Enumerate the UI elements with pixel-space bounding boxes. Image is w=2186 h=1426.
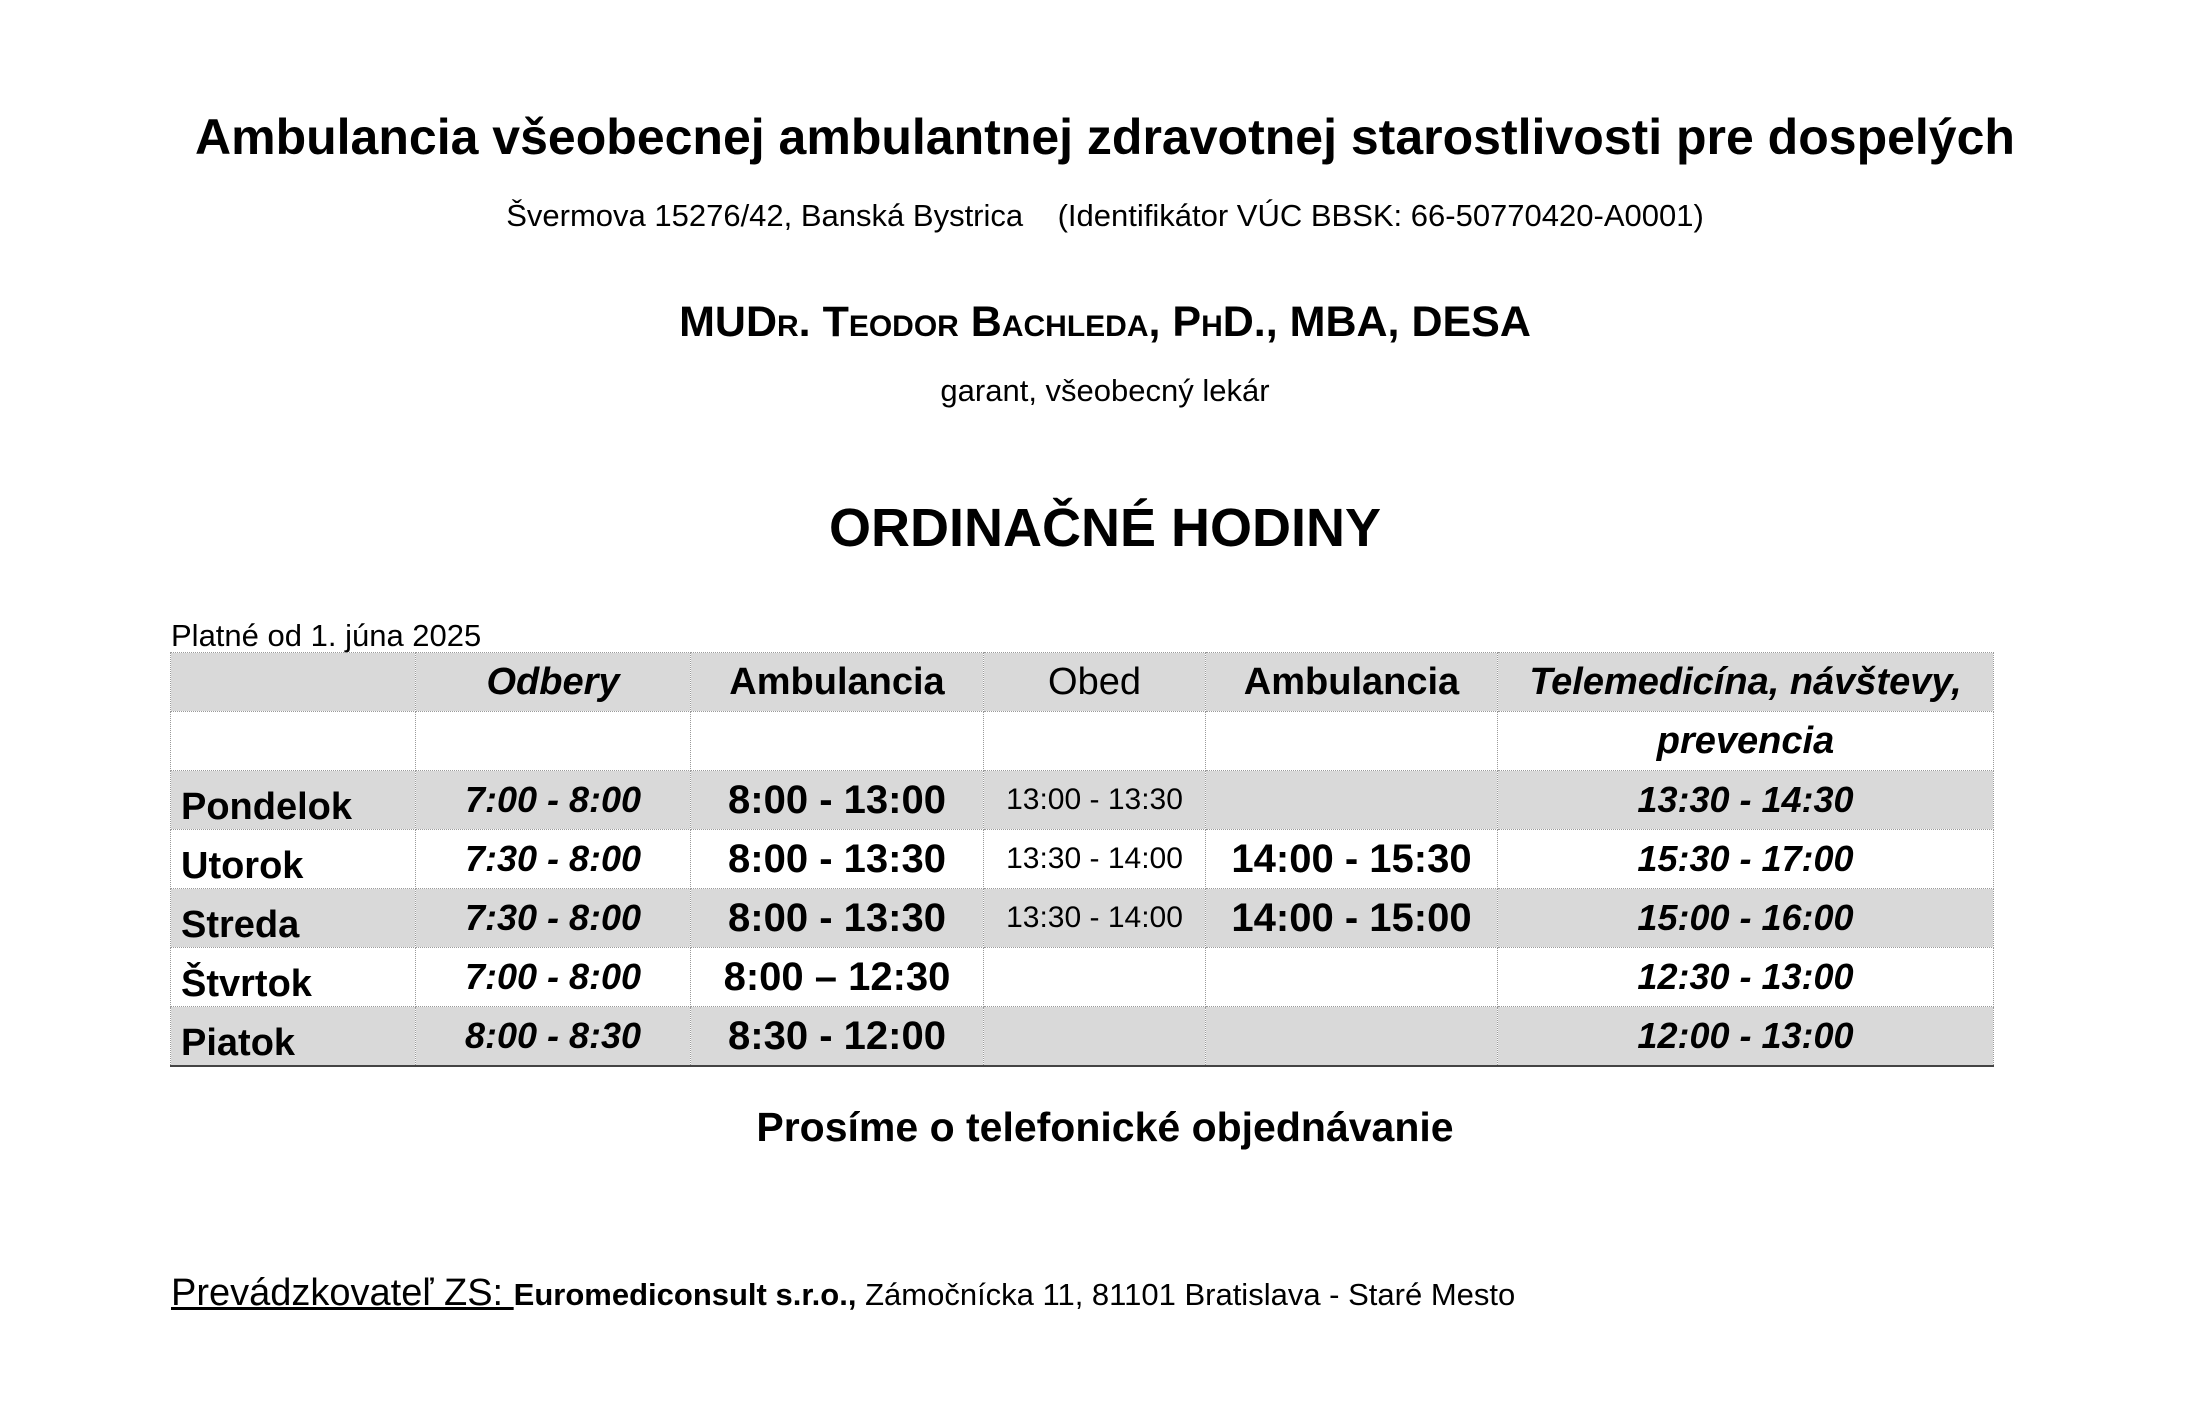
odbery-cell: 7:30 - 8:00: [416, 830, 691, 889]
doctor-name: MUDr. Teodor Bachleda, PhD., MBA, DESA: [679, 298, 1531, 346]
table-header-row: [171, 653, 1994, 712]
obed-cell: 13:30 - 14:00: [984, 830, 1206, 889]
header-empty-cell: [171, 712, 416, 771]
table-row: [171, 889, 1994, 948]
header-telemedicina: Telemedicína, návštevy,: [1498, 653, 1994, 712]
page-title: Ambulancia všeobecnej ambulantnej zdravotnej starostlivosti pre dospelých: [195, 109, 2015, 165]
operator-company: Euromediconsult s.r.o.,: [513, 1277, 857, 1312]
table-row: [171, 771, 1994, 830]
odbery-cell: 7:30 - 8:00: [416, 889, 691, 948]
header-empty-cell: [416, 712, 691, 771]
header-ambulancia-morning: Ambulancia: [691, 653, 984, 712]
office-hours-heading: ORDINAČNÉ HODINY: [828, 498, 1382, 558]
operator-label: Prevádzkovateľ ZS:: [171, 1272, 514, 1314]
telemedicina-cell: 15:30 - 17:00: [1498, 830, 1994, 889]
ambulancia-afternoon-cell: 14:00 - 15:00: [1206, 889, 1498, 948]
table-row: [171, 1007, 1994, 1067]
table-row: [171, 830, 1994, 889]
operator-line: [171, 1272, 1515, 1315]
telemedicina-cell: 15:00 - 16:00: [1498, 889, 1994, 948]
day-cell: Piatok: [171, 1007, 416, 1067]
ambulancia-afternoon-cell: [1206, 1007, 1498, 1067]
day-cell: Streda: [171, 889, 416, 948]
header-empty-cell: [171, 653, 416, 712]
header-obed: Obed: [984, 653, 1206, 712]
ambulancia-afternoon-cell: [1206, 771, 1498, 830]
ambulancia-morning-cell: 8:30 - 12:00: [691, 1007, 984, 1067]
clinic-address: Švermova 15276/42, Banská Bystrica (Identifikátor VÚC BBSK: 66-50770420-A0001): [506, 198, 1704, 233]
ambulancia-afternoon-cell: [1206, 948, 1498, 1007]
obed-cell: [984, 1007, 1206, 1067]
header-empty-cell: [984, 712, 1206, 771]
header-telemedicina-continued: prevencia: [1498, 712, 1994, 771]
ambulancia-morning-cell: 8:00 - 13:00: [691, 771, 984, 830]
table-header-row-2: [171, 712, 1994, 771]
telemedicina-cell: 12:30 - 13:00: [1498, 948, 1994, 1007]
operator-address: Zámočnícka 11, 81101 Bratislava - Staré Mesto: [856, 1277, 1516, 1312]
phone-booking-note: Prosíme o telefonické objednávanie: [756, 1104, 1454, 1150]
day-cell: Pondelok: [171, 771, 416, 830]
obed-cell: [984, 948, 1206, 1007]
telemedicina-cell: 13:30 - 14:30: [1498, 771, 1994, 830]
header-odbery: Odbery: [416, 653, 691, 712]
odbery-cell: 7:00 - 8:00: [416, 771, 691, 830]
header-ambulancia-afternoon: Ambulancia: [1206, 653, 1498, 712]
day-cell: Utorok: [171, 830, 416, 889]
odbery-cell: 8:00 - 8:30: [416, 1007, 691, 1067]
odbery-cell: 7:00 - 8:00: [416, 948, 691, 1007]
ambulancia-morning-cell: 8:00 - 13:30: [691, 830, 984, 889]
header-empty-cell: [691, 712, 984, 771]
valid-from-note: Platné od 1. júna 2025: [171, 618, 482, 653]
ambulancia-morning-cell: 8:00 – 12:30: [691, 948, 984, 1007]
telemedicina-cell: 12:00 - 13:00: [1498, 1007, 1994, 1067]
ambulancia-afternoon-cell: 14:00 - 15:30: [1206, 830, 1498, 889]
doctor-role: garant, všeobecný lekár: [940, 373, 1270, 408]
obed-cell: 13:30 - 14:00: [984, 889, 1206, 948]
office-hours-table: [170, 652, 1994, 1067]
table-row: [171, 948, 1994, 1007]
ambulancia-morning-cell: 8:00 - 13:30: [691, 889, 984, 948]
header-empty-cell: [1206, 712, 1498, 771]
day-cell: Štvrtok: [171, 948, 416, 1007]
obed-cell: 13:00 - 13:30: [984, 771, 1206, 830]
